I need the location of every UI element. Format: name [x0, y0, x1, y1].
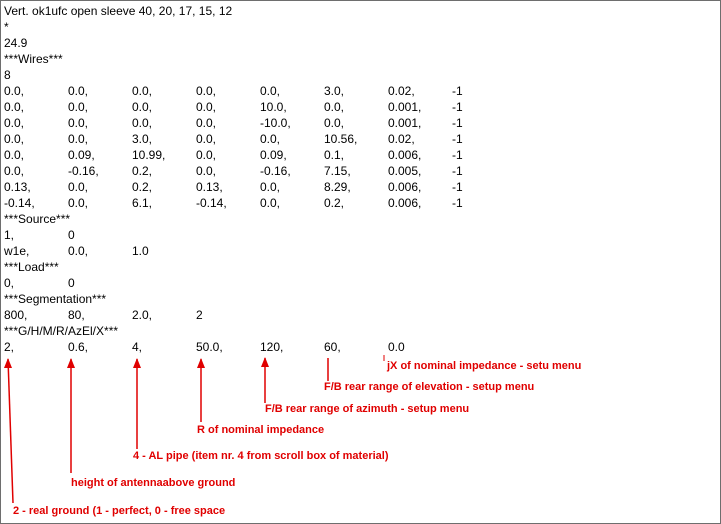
wire-cell: 0.2, — [324, 196, 345, 210]
source-cell: 0 — [68, 228, 75, 242]
arrowhead-azimuth-icon — [261, 357, 269, 367]
ground-cell: 2, — [4, 340, 15, 354]
arrow-ground — [8, 359, 13, 503]
wire-cell: 3.0, — [132, 132, 153, 146]
wire-cell: -1 — [452, 100, 463, 114]
wire-cell: 0.0, — [196, 116, 217, 130]
wire-cell: 0.2, — [132, 180, 153, 194]
wire-cell: 0.0, — [68, 196, 89, 210]
wire-cell: 0.006, — [388, 148, 422, 162]
wire-cell: 0.1, — [324, 148, 345, 162]
wire-cell: 10.99, — [132, 148, 166, 162]
wire-cell: 0.0, — [324, 116, 345, 130]
wire-cell: -0.16, — [68, 164, 99, 178]
arrowhead-material-icon — [133, 358, 141, 368]
ground-cell: 60, — [324, 340, 341, 354]
wire-cell: 0.0, — [4, 164, 25, 178]
segmentation-cell: 80, — [68, 308, 85, 322]
wire-cell: -1 — [452, 196, 463, 210]
annotation-r: R of nominal impedance — [197, 424, 325, 436]
load-header: ***Load*** — [4, 260, 59, 274]
wire-cell: 10.56, — [324, 132, 358, 146]
wire-cell: 7.15, — [324, 164, 351, 178]
wire-cell: 0.0, — [68, 132, 89, 146]
frequency-value: 24.9 — [4, 36, 28, 50]
wire-cell: 0.0, — [68, 100, 89, 114]
wire-cell: -1 — [452, 116, 463, 130]
wire-cell: 0.005, — [388, 164, 422, 178]
wire-cell: -1 — [452, 84, 463, 98]
wire-cell: 0.0, — [196, 100, 217, 114]
arrowhead-height-icon — [67, 358, 75, 368]
star-line: * — [4, 20, 9, 34]
wire-cell: -1 — [452, 180, 463, 194]
wire-cell: 0.0, — [260, 84, 281, 98]
ground-cell: 50.0, — [196, 340, 223, 354]
wires-header: ***Wires*** — [4, 52, 63, 66]
annotation-material: 4 - AL pipe (item nr. 4 from scroll box of material) — [133, 450, 389, 462]
ground-cell: 120, — [260, 340, 284, 354]
source-cell: 1, — [4, 228, 15, 242]
annotation-arrows — [1, 1, 720, 523]
wire-cell: 0.0, — [68, 180, 89, 194]
wire-cell: 0.0, — [260, 132, 281, 146]
wire-cell: 0.09, — [260, 148, 287, 162]
ground-header: ***G/H/M/R/AzEl/X*** — [4, 324, 119, 338]
wire-cell: 0.0, — [196, 132, 217, 146]
arrowhead-ground-icon — [4, 358, 12, 368]
wire-cell: 0.0, — [196, 84, 217, 98]
wire-cell: 0.09, — [68, 148, 95, 162]
wire-cell: -0.14, — [196, 196, 227, 210]
wire-cell: 0.0, — [68, 84, 89, 98]
wire-cell: -0.14, — [4, 196, 35, 210]
wire-cell: 0.13, — [196, 180, 223, 194]
segmentation-cell: 2.0, — [132, 308, 153, 322]
ground-cell: 0.0 — [388, 340, 405, 354]
wire-cell: 0.0, — [324, 100, 345, 114]
wire-cell: 0.2, — [132, 164, 153, 178]
wire-cell: 0.001, — [388, 100, 422, 114]
wire-cell: 0.0, — [196, 164, 217, 178]
wire-cell: 0.0, — [68, 116, 89, 130]
annotation-height: height of antennaabove ground — [71, 477, 236, 489]
annotation-elevation: F/B rear range of elevation - setup menu — [324, 381, 535, 393]
wire-cell: 0.0, — [4, 100, 25, 114]
wire-cell: 0.0, — [4, 132, 25, 146]
segmentation-cell: 2 — [196, 308, 203, 322]
wire-cell: 0.006, — [388, 196, 422, 210]
wire-cell: 6.1, — [132, 196, 153, 210]
segmentation-header: ***Segmentation*** — [4, 292, 107, 306]
wire-cell: 0.0, — [260, 180, 281, 194]
wire-cell: 0.0, — [196, 148, 217, 162]
source-header: ***Source*** — [4, 212, 71, 226]
segmentation-cell: 800, — [4, 308, 28, 322]
wire-cell: 0.0, — [260, 196, 281, 210]
wire-cell: 0.0, — [132, 116, 153, 130]
wire-cell: -0.16, — [260, 164, 291, 178]
source-cell: 1.0 — [132, 244, 149, 258]
annotation-azimuth: F/B rear range of azimuth - setup menu — [265, 403, 470, 415]
wire-cell: 3.0, — [324, 84, 345, 98]
wire-cell: -1 — [452, 164, 463, 178]
load-cell: 0, — [4, 276, 15, 290]
file-title: Vert. ok1ufc open sleeve 40, 20, 17, 15, 12 — [4, 4, 233, 18]
wire-count: 8 — [4, 68, 11, 82]
wire-cell: 8.29, — [324, 180, 351, 194]
ground-cell: 4, — [132, 340, 143, 354]
wire-cell: 0.0, — [132, 84, 153, 98]
annotation-jx: jX of nominal impedance - setu menu — [387, 360, 582, 372]
wire-cell: 0.001, — [388, 116, 422, 130]
wire-cell: -1 — [452, 148, 463, 162]
source-cell: w1e, — [4, 244, 30, 258]
wire-cell: 0.006, — [388, 180, 422, 194]
source-cell: 0.0, — [68, 244, 89, 258]
load-cell: 0 — [68, 276, 75, 290]
wire-cell: -1 — [452, 132, 463, 146]
annotation-ground: 2 - real ground (1 - perfect, 0 - free space — [13, 505, 226, 517]
wire-cell: 0.02, — [388, 132, 415, 146]
ground-cell: 0.6, — [68, 340, 89, 354]
wire-cell: 10.0, — [260, 100, 287, 114]
wire-cell: 0.02, — [388, 84, 415, 98]
wire-cell: 0.0, — [4, 148, 25, 162]
wire-cell: 0.0, — [4, 84, 25, 98]
wire-cell: 0.13, — [4, 180, 31, 194]
wire-cell: 0.0, — [132, 100, 153, 114]
arrowhead-r-icon — [197, 358, 205, 368]
wire-cell: -10.0, — [260, 116, 291, 130]
wire-cell: 0.0, — [4, 116, 25, 130]
